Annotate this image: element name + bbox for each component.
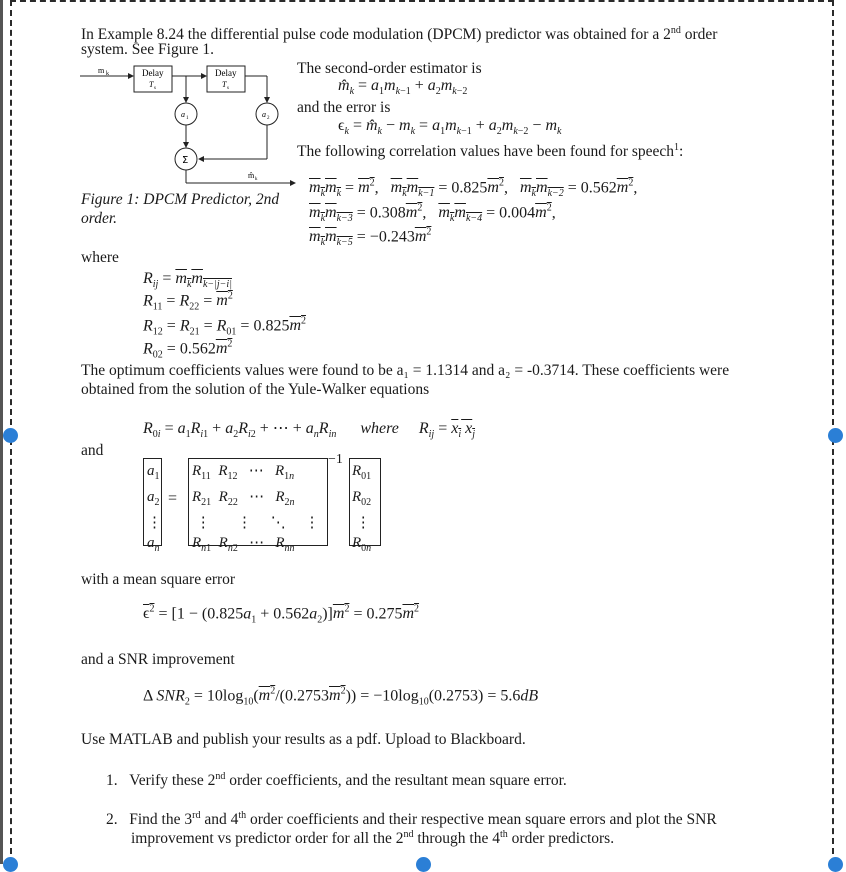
correlation-row-3: $m_km_{k-5} = -0.243m^2$ [309,227,432,249]
mse-label: with a mean square error [81,571,236,588]
correlation-text: The following correlation values have been found for speech$^1$: [297,142,684,161]
dpcm-diagram [80,62,300,187]
estimator-text: The second-order estimator is [297,60,482,77]
svg-text:1: 1 [186,116,189,121]
optimum-line-2: obtained from the solution of the Yule-Walker equations [81,381,430,398]
resize-handle-right[interactable] [828,428,843,443]
intro-line-1: In Example 8.24 the differential pulse code modulation (DPCM) predictor was obtained for a 2nd order [81,25,718,44]
and-label: and [81,442,104,459]
svg-text:s: s [154,86,156,91]
resize-handle-bottom-right[interactable] [828,857,843,872]
coef-a1: a [181,110,185,119]
resize-handle-left[interactable] [3,428,18,443]
rij-definition: $R_{ij} = m_km_{k-|j-i|}$ [143,270,232,291]
svg-text:T: T [149,80,154,89]
optimum-line-1: The optimum coefficients values were found to be a₁ = 1.1314 and a₂ = -0.3714. These coefficients were [81,362,730,379]
instructions: Use MATLAB and publish your results as a pdf. Upload to Blackboard. [81,731,526,748]
where-label: where [81,249,119,266]
task-1: 1. Verify these 2nd order coefficients, and the resultant mean square error. [106,771,567,790]
snr-label: and a SNR improvement [81,651,235,668]
svg-text:2: 2 [267,116,270,121]
correlation-row-1: $m_km_k = m^2$, $m_km_{k-1} = 0.825m^2$, $m_km_{k-2} = 0.562m^2$, [309,178,638,200]
svg-text:k: k [106,71,109,77]
mse-equation: $\epsilon^2 = [1 - (0.825a_1 + 0.562a_2)]m^2 = 0.275m^2$ [143,604,420,626]
svg-text:k: k [255,177,258,182]
coef-a2: a [262,110,266,119]
task-2-line-2: improvement vs predictor order for all the 2nd through the 4th order predictors. [131,829,615,848]
error-text: and the error is [297,99,391,116]
delay-block-1: Delay [142,68,164,78]
output-label: m̂ [248,171,255,180]
r11-equation: $R_{11} = R_{22} = m^2$ [143,291,233,313]
correlation-row-2: $m_km_{k-3} = 0.308m^2$, $m_km_{k-4} = 0.004m^2$, [309,203,556,225]
input-label: m [98,66,105,75]
r12-equation: $R_{12} = R_{21} = R_{01} = 0.825m^2$ [143,316,306,338]
estimator-equation: $m̂_k = a_1m_{k-1} + a_2m_{k-2}$ [338,77,468,98]
sum-node: Σ [182,155,189,166]
resize-handle-bottom[interactable] [416,857,431,872]
delay-block-2: Delay [215,68,237,78]
task-2: 2. Find the 3rd and 4th order coefficients and their respective mean square errors and plot the SNR [106,810,717,829]
yule-walker-equation: $R_{0i} = a_1R_{i1} + a_2R_{i2}$ + ⋯ + $a_nR_{in}$ where $R_{ij} = x_i$ $x_j$ [143,420,476,441]
svg-text:T: T [222,80,227,89]
resize-handle-bottom-left[interactable] [3,857,18,872]
r02-equation: $R_{02} = 0.562m^2$ [143,339,233,361]
figure-caption: Figure 1: DPCM Predictor, 2nd order. [81,191,280,227]
snr-equation: Δ $SNR_2 = 10\log_{10}(m^2/(0.2753m^2)) = -10\log_{10}(0.2753) = 5.6dB$ [143,686,539,708]
intro-line-2: system. See Figure 1. [81,41,215,58]
svg-text:s: s [227,86,229,91]
error-equation: $\epsilon_k$ = $m̂_k - m_k = a_1m_{k-1} + a_2m_{k-2} - m_k$ [338,117,562,138]
